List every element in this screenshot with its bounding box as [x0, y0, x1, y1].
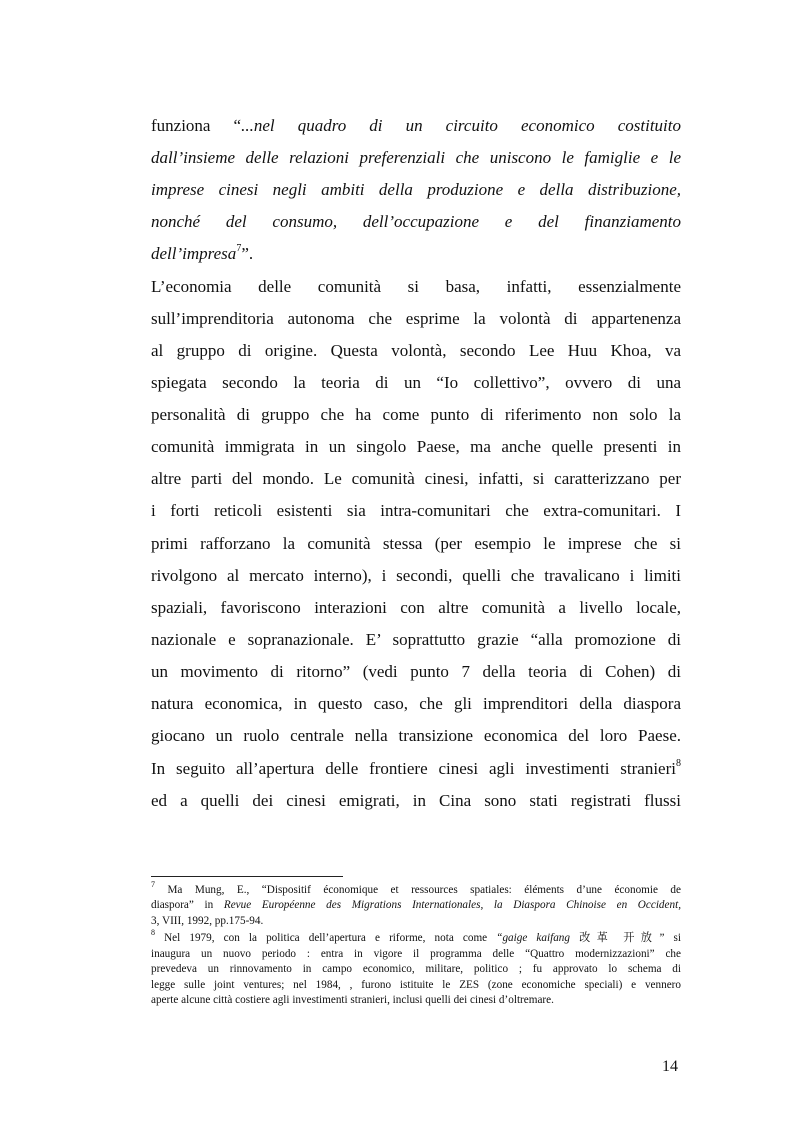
body-line: rivolgono al mercato interno), i secondi, quelli che travalicano i limiti [151, 566, 681, 585]
footnote-line: 3, VIII, 1992, pp.175-94. [151, 915, 264, 927]
footnote-ref: 8 [676, 758, 681, 770]
body-line: giocano un ruolo centrale nella transizione economica del loro Paese. [151, 726, 681, 745]
body-line: imprese cinesi negli ambiti della produzione e della distribuzione, [151, 180, 681, 199]
body-line: nonché del consumo, dell’occupazione e del finanziamento [151, 212, 681, 231]
body-line: comunità immigrata in un singolo Paese, ma anche quelle presenti in [151, 437, 681, 456]
body-line: L’economia delle comunità si basa, infatti, essenzialmente [151, 277, 681, 296]
body-line: primi rafforzano la comunità stessa (per esempio le imprese che si [151, 534, 681, 553]
body-line: dall’insieme delle relazioni preferenziali che uniscono le famiglie e le [151, 148, 681, 167]
body-line: dell’impresa$^7$”. [151, 243, 254, 263]
body-line: spaziali, favoriscono interazioni con altre comunità a livello locale, [151, 598, 681, 617]
body-line: funziona “...nel quadro di un circuito economico costituito [151, 116, 681, 135]
footnote-line: diaspora” in Revue Européenne des Migrations Internationales, la Diaspora Chinoise en Occident, [151, 899, 681, 911]
body-line: spiegata secondo la teoria di un “Io collettivo”, ovvero di una [151, 373, 681, 392]
body-line: nazionale e sopranazionale. E’ soprattutto grazie “alla promozione di [151, 630, 681, 649]
footnote-number: 8 [151, 928, 155, 938]
body-line: al gruppo di origine. Questa volontà, secondo Lee Huu Khoa, va [151, 341, 681, 360]
body-line: personalità di gruppo che ha come punto di riferimento non solo la [151, 405, 681, 424]
footnote-line: aperte alcune città costiere agli investimenti stranieri, inclusi quelli dei cinesi d’oltremare. [151, 994, 554, 1006]
footnote-line: inaugura un nuovo periodo : entra in vigore il programma delle “Quattro modernizzazioni” che [151, 948, 681, 960]
footnote-line: prevedeva un rinnovamento in campo economico, militare, politico ; fu approvato lo schema di [151, 963, 681, 975]
body-line: ed a quelli dei cinesi emigrati, in Cina sono stati registrati flussi [151, 791, 681, 810]
body-line: i forti reticoli esistenti sia intra-comunitari che extra-comunitari. I [151, 501, 681, 520]
footnote-number: 7 [151, 880, 155, 890]
body-line: natura economica, in questo caso, che gli imprenditori della diaspora [151, 694, 681, 713]
body-line: In seguito all’apertura delle frontiere cinesi agli investimenti stranieri$^8$ [151, 758, 681, 778]
footnote-separator [151, 876, 343, 877]
body-line: altre parti del mondo. Le comunità cinesi, infatti, si caratterizzano per [151, 469, 681, 488]
page-number: 14 [662, 1058, 678, 1075]
footnote-8: $^8$ Nel 1979, con la politica dell’apertura e riforme, nota come “gaige kaifang 改革 开放” si [151, 928, 682, 944]
footnote-ref: 7 [236, 243, 242, 255]
footnote-7: $^7$ Ma Mung, E., “Dispositif économique et ressources spatiales: éléments d’une économie de [151, 880, 681, 896]
body-line: un movimento di ritorno” (vedi punto 7 della teoria di Cohen) di [151, 662, 681, 681]
footnote-line: legge sulle joint ventures; nel 1984, , furono istituite le ZES (zone economiche speciali) e vennero [151, 979, 681, 991]
body-line: sull’imprenditoria autonoma che esprime la volontà di appartenenza [151, 309, 681, 328]
